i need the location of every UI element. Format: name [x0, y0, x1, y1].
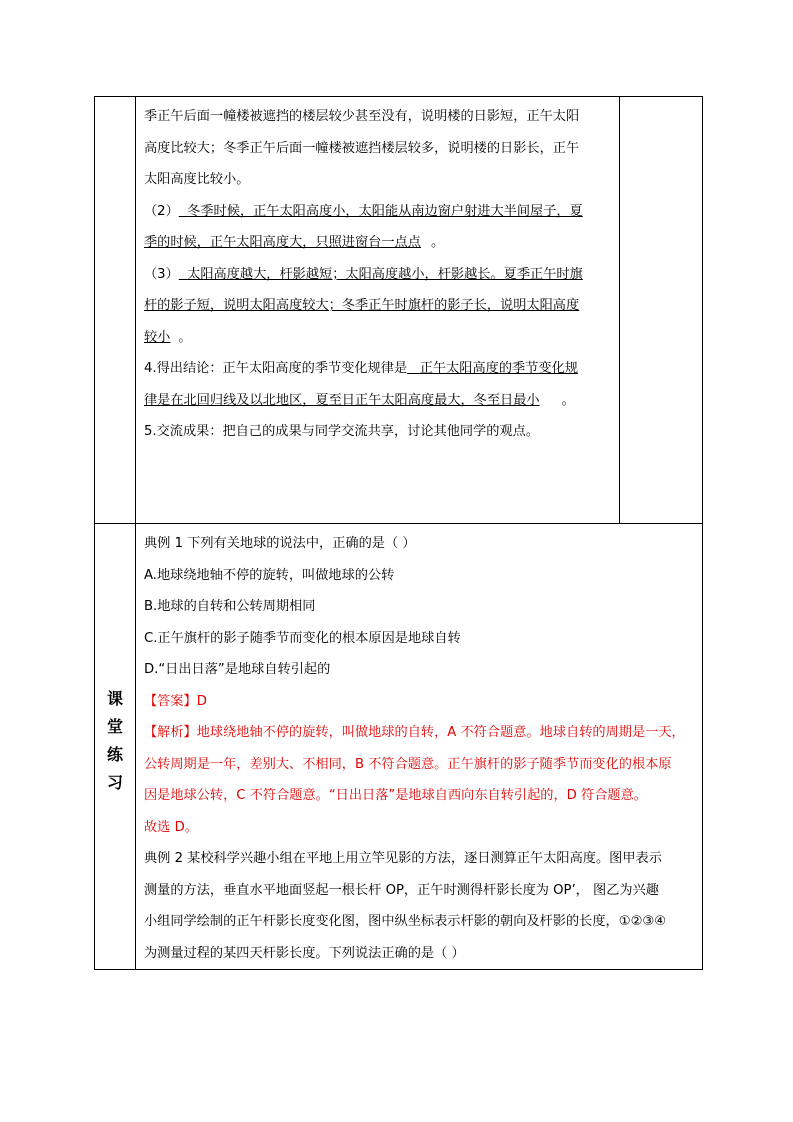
option-b: B.地球的自转和公转周期相同	[144, 599, 316, 614]
section-label-char: 课	[106, 689, 123, 708]
item-2-answer: 冬季时候，正午太阳高度小，太阳能从南边窗户射进大半间屋子，夏	[187, 203, 583, 219]
left-cell-empty	[95, 97, 136, 524]
answer-label: 【答案】	[144, 693, 197, 709]
inner-row	[136, 97, 702, 523]
item-2	[144, 196, 619, 228]
item-3-answer-cont: 杆的影子短，说明太阳高度较大；冬季正午时旗杆的影子长，说明太阳高度	[144, 298, 580, 313]
answer	[144, 686, 702, 718]
table-row	[95, 97, 703, 524]
item-2-answer-cont: 季的时候，正午太阳高度大，只照进窗台一点点	[144, 235, 421, 250]
section-label-char: 堂	[106, 717, 123, 736]
item-2-prefix: （2）	[144, 203, 179, 219]
question-2-line: 为测量过程的某四天杆影长度。下列说法正确的是（ ）	[144, 945, 465, 961]
option-a: A.地球绕地轴不停的旋转，叫做地球的公转	[144, 567, 395, 583]
practice-content	[136, 524, 702, 969]
section-label	[95, 524, 135, 958]
analysis-line: 【解析】地球绕地轴不停的旋转，叫做地球的自转，A 不符合题意。地球自转的周期是一天，	[144, 725, 685, 740]
item-3-cont: 较小 。	[144, 329, 192, 345]
analysis-label: 【解析】	[144, 725, 197, 740]
item-3	[144, 259, 619, 291]
text-line: 太阳高度比较小。	[144, 172, 250, 187]
item-3-answer-end: 较小	[144, 329, 171, 345]
item-4	[144, 353, 619, 385]
item-5: 5.交流成果：把自己的成果与同学交流共享，讨论其他同学的观点。	[144, 424, 540, 439]
item-4-cont: 律是在北回归线及以北地区，夏至日正午太阳高度最大，冬至日最小 。	[144, 392, 575, 408]
question-2-line: 典例 2 某校科学兴趣小组在平地上用立竿见影的方法，逐日测算正午太阳高度。图甲表示	[144, 851, 662, 866]
item-4-answer-cont: 律是在北回归线及以北地区，夏至日正午太阳高度最大，冬至日最小	[144, 392, 540, 408]
analysis-line: 公转周期是一年，差别大、不相同，B 不符合题意。正午旗杆的影子随季节而变化的根本原	[144, 756, 672, 772]
table-row	[95, 524, 703, 970]
answer-value: D	[196, 693, 207, 709]
practice-cell	[136, 524, 703, 970]
option-c: C.正午旗杆的影子随季节而变化的根本原因是地球自转	[144, 630, 461, 646]
analysis-line: 故选 D。	[144, 819, 198, 835]
item-3-prefix: （3）	[144, 266, 179, 282]
text-line: 高度比较大；冬季正午后面一幢楼被遮挡楼层较多，说明楼的日影长，正午	[144, 140, 580, 156]
item-4-answer: 正午太阳高度的季节变化规	[419, 361, 578, 376]
side-empty-cell	[620, 97, 702, 523]
item-3-answer: 太阳高度越大，杆影越短；太阳高度越小，杆影越长。夏季正午时旗	[187, 266, 583, 282]
analysis-line: 因是地球公转，C 不符合题意。“日出日落”是地球自西向东自转引起的，D 符合题意。	[144, 788, 647, 803]
item-4-prefix: 4.得出结论：正午太阳高度的季节变化规律是	[144, 361, 408, 376]
item-2-cont: 季的时候，正午太阳高度大，只照进窗台一点点 。	[144, 235, 445, 250]
section-label-char: 练	[106, 745, 123, 764]
section-label-cell	[95, 524, 136, 970]
lesson-table	[94, 96, 703, 970]
section-label-char: 习	[106, 773, 123, 792]
question-2-line: 小组同学绘制的正午杆影长度变化图，图中纵坐标表示杆影的朝向及杆影的长度，①②③④	[144, 914, 667, 929]
text-line: 季正午后面一幢楼被遮挡的楼层较少甚至没有，说明楼的日影短，正午太阳	[144, 109, 580, 124]
item-3-cont	[144, 290, 619, 322]
content-cell	[136, 97, 703, 524]
question-1: 典例 1 下列有关地球的说法中，正确的是（ ）	[144, 536, 416, 551]
question-2-line: 测量的方法，垂直水平地面竖起一根长杆 OP，正午时测得杆影长度为 OP’， 图乙为兴趣	[144, 882, 659, 898]
option-d: D.“日出日落”是地球自转引起的	[144, 662, 331, 677]
activity-content	[136, 97, 620, 523]
